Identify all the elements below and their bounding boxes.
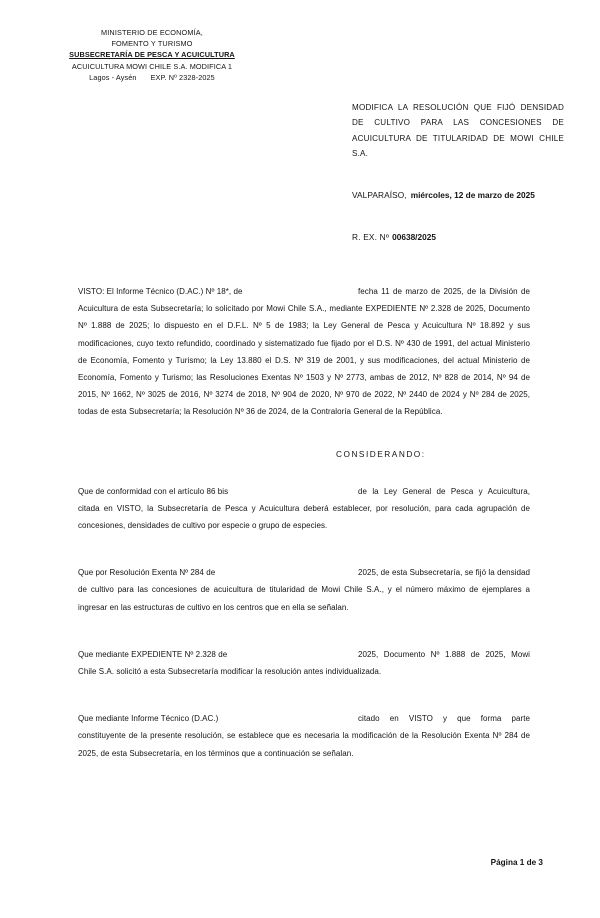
considerando-item-3: [78, 646, 530, 680]
considerando-item-4: [78, 710, 530, 762]
resolution-number-label: R. EX. Nº: [352, 232, 390, 242]
considerando-3-lead: Que mediante EXPEDIENTE Nº 2.328 de: [78, 649, 228, 659]
considerando-item-1: [78, 483, 530, 535]
resolution-number-value: 00638/2025: [392, 232, 436, 242]
letterhead: [42, 27, 262, 83]
page-number: Página 1 de 3: [490, 858, 543, 867]
date-label: miércoles, 12 de marzo de 2025: [410, 190, 535, 200]
visto-paragraph: [78, 283, 530, 421]
considerando-2-body: 2025, de esta Subsecretaría, se fijó la densidad de cultivo para las concesiones de acuicultura de titularidad de Mowi Chile S.A., y el número máximo de ejemplares a ingresar en las estructuras de cultivo en los centros que en ella se señalan.: [78, 568, 530, 612]
considerando-heading: CONSIDERANDO:: [336, 448, 426, 459]
resolution-subject: MODIFICA LA RESOLUCIÓN QUE FIJÓ DENSIDAD DE CULTIVO PARA LAS CONCESIONES DE ACUICULTURA DE TITULARIDAD DE MOWI CHILE S.A.: [352, 103, 564, 159]
considerando-1-lead: Que de conformidad con el artículo 86 bis: [78, 486, 229, 496]
considerando-3-body: 2025, Documento Nº 1.888 de 2025, Mowi Chile S.A. solicitó a esta Subsecretaría modificar la resolución antes individualizada.: [78, 649, 530, 677]
ministry-line-2: FOMENTO Y TURISMO: [111, 39, 193, 49]
considerando-4-body: citado en VISTO y que forma parte constituyente de la presente resolución, se establece que es necesaria la modificación de la Resolución Exenta Nº 284 de 2025, de esta Subsecretaría, en los términos que a continuación se señalan.: [78, 714, 530, 758]
visto-body: fecha 11 de marzo de 2025, de la División de Acuicultura de esta Subsecretaría; lo solicitado por Mowi Chile S.A., mediante EXPEDIENTE Nº 2.328 de 2025, Documento Nº 1.888 de 2025; lo dispuesto en el D.F.L. Nº 5 de 1983; la Ley General de Pesca y Acuicultura Nº 18.892 y sus modificaciones, cuyo texto refundido, coordinado y sistematizado fue fijado por el D.S. Nº 430 de 1991, del actual Ministerio de Economía, Fomento y Turismo; la Ley 13.880 el D.S. Nº 319 de 2001, y sus modificaciones, del actual Ministerio de Economía, Fomento y Turismo; las Resoluciones Exentas Nº 1503 y Nº 2773, ambas de 2012, Nº 828 de 2014, Nº 94 de 2015, Nº 1662, Nº 3025 de 2016, Nº 3274 de 2018, Nº 904 de 2020, Nº 970 de 2022, Nº 2440 de 2024 y Nº 284 de 2025, todas de esta Subsecretaría; la Resolución Nº 36 de 2024, de la Contraloría General de la República.: [78, 287, 530, 417]
document-body: [78, 283, 530, 762]
place-label: VALPARAÍSO,: [352, 190, 407, 200]
considerando-1-body: de la Ley General de Pesca y Acuicultura, citada en VISTO, la Subsecretaría de Pesca y Acuicultura deberá establecer, por resolución, para cada agrupación de concesiones, densidades de cultivo por especie o grupo de especies.: [78, 486, 530, 531]
considerando-4-lead: Que mediante Informe Técnico (D.AC.): [78, 714, 219, 724]
region-expediente-line: [42, 72, 262, 83]
ministry-line-1: MINISTERIO DE ECONOMÍA,: [101, 28, 203, 37]
resolution-number: [352, 232, 436, 242]
file-subject-line: ACUICULTURA MOWI CHILE S.A. MODIFICA 1: [71, 61, 233, 71]
considerando-2-lead: Que por Resolución Exenta Nº 284 de: [78, 568, 216, 578]
place-and-date: [352, 190, 582, 200]
visto-lead: VISTO: El Informe Técnico (D.AC.) Nº 18*, de: [78, 287, 243, 296]
region-label: Lagos - Aysén: [89, 72, 137, 82]
subsecretariat-line: SUBSECRETARÍA DE PESCA Y ACUICULTURA: [69, 50, 235, 60]
considerando-item-2: [78, 564, 530, 616]
expediente-label: EXP. Nº 2328-2025: [150, 72, 215, 82]
